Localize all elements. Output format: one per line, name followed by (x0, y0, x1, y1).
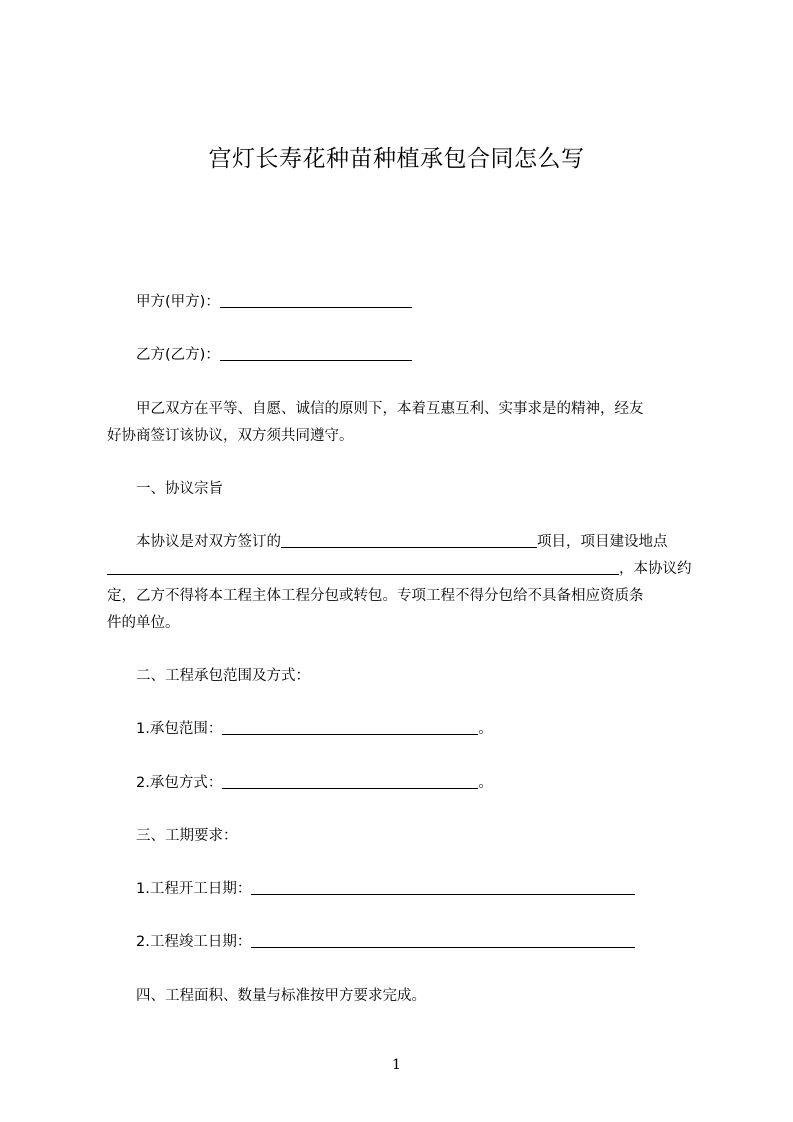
section-1-heading: 一、协议宗旨 (136, 481, 223, 497)
intro-line-2: 好协商签订该协议，双方须共同遵守。 (107, 428, 354, 444)
party-a-blank[interactable] (220, 293, 412, 308)
project-name-blank[interactable] (281, 533, 537, 548)
document-title: 宫灯长寿花种苗种植承包合同怎么写 (208, 146, 585, 172)
party-b-line (136, 345, 412, 365)
section-3-item-2 (136, 932, 635, 952)
party-b-label: 乙方(乙方)： (136, 347, 220, 363)
page-number: 1 (392, 1057, 401, 1073)
section-4-heading: 四、工程面积、数量与标准按甲方要求完成。 (136, 988, 426, 1004)
scope-blank[interactable] (222, 720, 478, 735)
section-2-item-1 (136, 719, 493, 739)
start-date-blank[interactable] (251, 880, 635, 895)
scope-period: 。 (478, 721, 493, 737)
section-1-line-4: 件的单位。 (107, 615, 180, 631)
section-2-item-2 (136, 773, 493, 793)
section-2-heading: 二、工程承包范围及方式： (136, 668, 310, 684)
intro-line-1: 甲乙双方在平等、自愿、诚信的原则下，本着互惠互利、实事求是的精神，经友 (136, 401, 644, 417)
method-label: 2.承包方式： (136, 775, 223, 791)
section-1-text-b: 项目，项目建设地点 (537, 534, 668, 550)
party-a-line (136, 292, 412, 312)
section-1-text-c: ，本协议约 (619, 561, 692, 577)
section-1-line-3: 定，乙方不得将本工程主体工程分包或转包。专项工程不得分包给不具备相应资质条 (107, 588, 644, 604)
party-b-blank[interactable] (220, 346, 412, 361)
section-1-text-a: 本协议是对双方签订的 (136, 534, 281, 550)
scope-label: 1.承包范围： (136, 721, 223, 737)
section-1-line-2 (107, 559, 692, 579)
method-blank[interactable] (222, 774, 478, 789)
method-period: 。 (478, 775, 493, 791)
party-a-label: 甲方(甲方)： (136, 294, 220, 310)
start-date-label: 1.工程开工日期： (136, 881, 252, 897)
section-3-item-1 (136, 879, 635, 899)
end-date-label: 2.工程竣工日期： (136, 934, 252, 950)
project-location-blank[interactable] (107, 560, 619, 575)
section-1-line-1 (136, 532, 668, 552)
end-date-blank[interactable] (251, 933, 635, 948)
section-3-heading: 三、工期要求： (136, 828, 238, 844)
